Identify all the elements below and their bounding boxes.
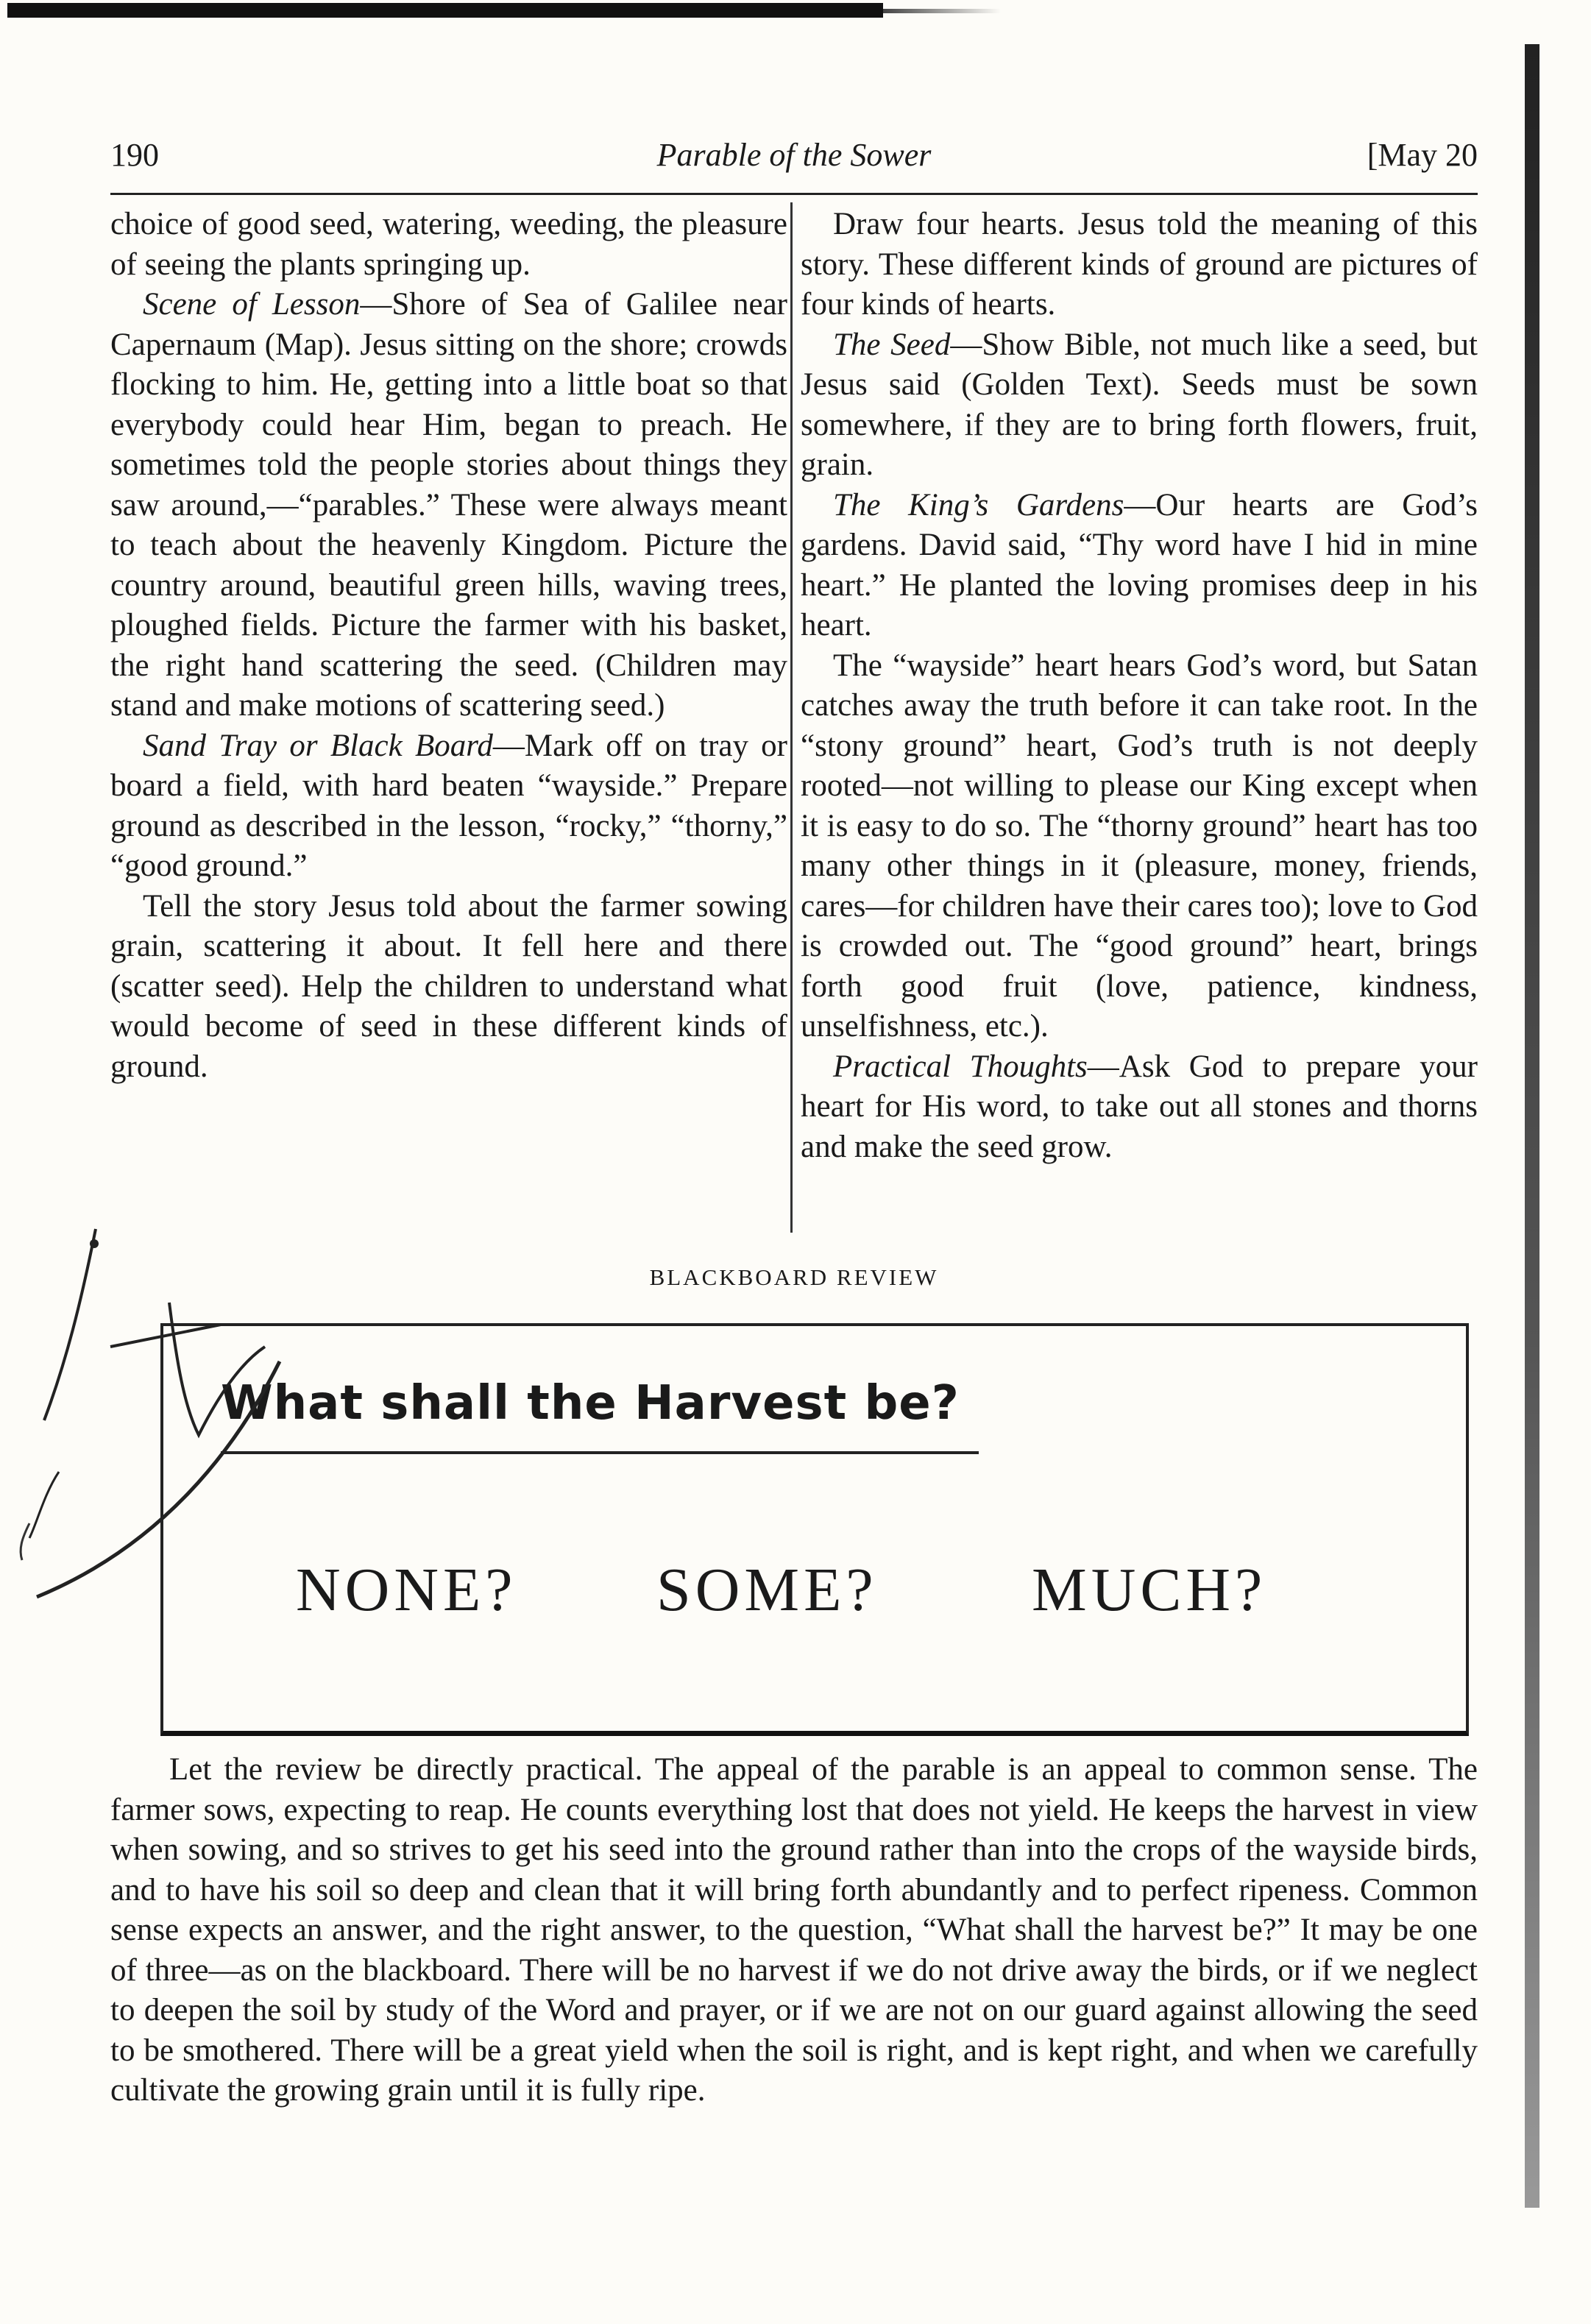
scan-right-edge (1525, 44, 1539, 2208)
right-paragraph-3: The King’s Gardens—Our hearts are God’s gardens. David said, “Thy word have I hid in mine heart.” He planted the loving promises deep in his heart. (801, 487, 1478, 642)
run-in-heading: The King’s Gardens (833, 487, 1124, 522)
left-paragraph-2: Scene of Lesson—Shore of Sea of Galilee near Capernaum (Map). Jesus sitting on the shore; crowds flocking to him. He, getting into a little boat so that everybody could hear Him, began to preach. He sometimes told the people stories about things they saw around,—“parables.” These were always meant to teach about the heavenly Kingdom. Picture the country around, beautiful green hills, waving trees, ploughed fields. Picture the farmer with his basket, the right hand scattering the seed. (Children may stand and make motions of scattering seed.) (110, 287, 788, 723)
running-header (110, 136, 1478, 180)
header-date: [May 20 (1367, 137, 1478, 173)
right-paragraph-2: The Seed—Show Bible, not much like a seed, but Jesus said (Golden Text). Seeds must be sown somewhere, if they are to bring forth flowers, fruit, grain. (801, 327, 1478, 482)
title-underline (221, 1451, 979, 1454)
right-paragraph-1: Draw four hearts. Jesus told the meaning of this story. These different kinds of ground are pictures of four kinds of hearts. (801, 207, 1478, 322)
left-paragraph-4: Tell the story Jesus told about the farmer sowing grain, scattering it about. It fell here and there (scatter seed). Help the children to understand what would become of seed in these different kinds of ground. (110, 888, 787, 1084)
blackboard-box (160, 1323, 1469, 1736)
scan-top-bar (7, 3, 883, 18)
page-number: 190 (110, 137, 159, 173)
run-in-heading: Sand Tray or Black Board (143, 728, 493, 763)
right-paragraph-5: Practical Thoughts—Ask God to prepare your heart for His word, to take out all stones and thorns and make the seed grow. (801, 1049, 1478, 1164)
closing-paragraph: Let the review be directly practical. The appeal of the parable is an appeal to common sense. The farmer sows, expecting to reap. He counts everything lost that does not yield. He keeps the harvest in view when sowing, and so strives to get his seed into the ground rather than into the crops of the wayside birds, and to have his soil so deep and clean that it will bring forth abundantly and to perfect ripeness. Common sense expects an answer, and the right answer, to the question, “What shall the harvest be?” It may be one of three—as on the blackboard. There will be no harvest if we do not drive away the birds, or if we neglect to deepen the soil by study of the Word and prayer, or if we are not on our guard against allowing the seed to be smothered. There will be a great yield when the soil is right, and is kept right, and when we carefully cultivate the growing grain until it is fully ripe. (110, 1752, 1478, 2108)
right-paragraph-4: The “wayside” heart hears God’s word, but Satan catches away the truth before it can take root. In the “stony ground” heart, God’s truth is not deeply rooted—not willing to please our King except when it is easy to do so. The “thorny ground” heart has too many other things in it (pleasure, money, friends, cares—for children have their cares too); love to God is crowded out. The “good ground” heart, brings forth good fruit (love, patience, kindness, unselfishness, etc.). (801, 648, 1478, 1044)
answer-much: MUCH? (1032, 1556, 1267, 1624)
running-title: Parable of the Sower (656, 137, 932, 173)
header-rule (110, 193, 1478, 195)
answer-none: NONE? (296, 1556, 517, 1624)
blackboard-title: What shall the Harvest be? (221, 1376, 960, 1431)
blackboard-caption: BLACKBOARD REVIEW (649, 1264, 939, 1290)
scan-top-bar-fade (883, 9, 1001, 13)
column-divider (790, 202, 793, 1233)
closing-text (110, 1750, 1478, 2111)
answer-some: SOME? (656, 1556, 878, 1624)
left-paragraph-1: choice of good seed, watering, weeding, the pleasure of seeing the plants springing up. (110, 207, 787, 282)
handwritten-pencil-marks (0, 1214, 294, 1626)
run-in-heading: The Seed (833, 327, 951, 362)
run-in-heading: Practical Thoughts (833, 1049, 1088, 1084)
left-column (110, 205, 787, 1087)
left-paragraph-3: Sand Tray or Black Board—Mark off on tray or board a field, with hard beaten “wayside.” Prepare ground as described in the lesson, “rocky,” “thorny,” “good ground.” (110, 728, 787, 883)
right-column (801, 205, 1478, 1167)
run-in-heading: Scene of Lesson (143, 287, 361, 322)
